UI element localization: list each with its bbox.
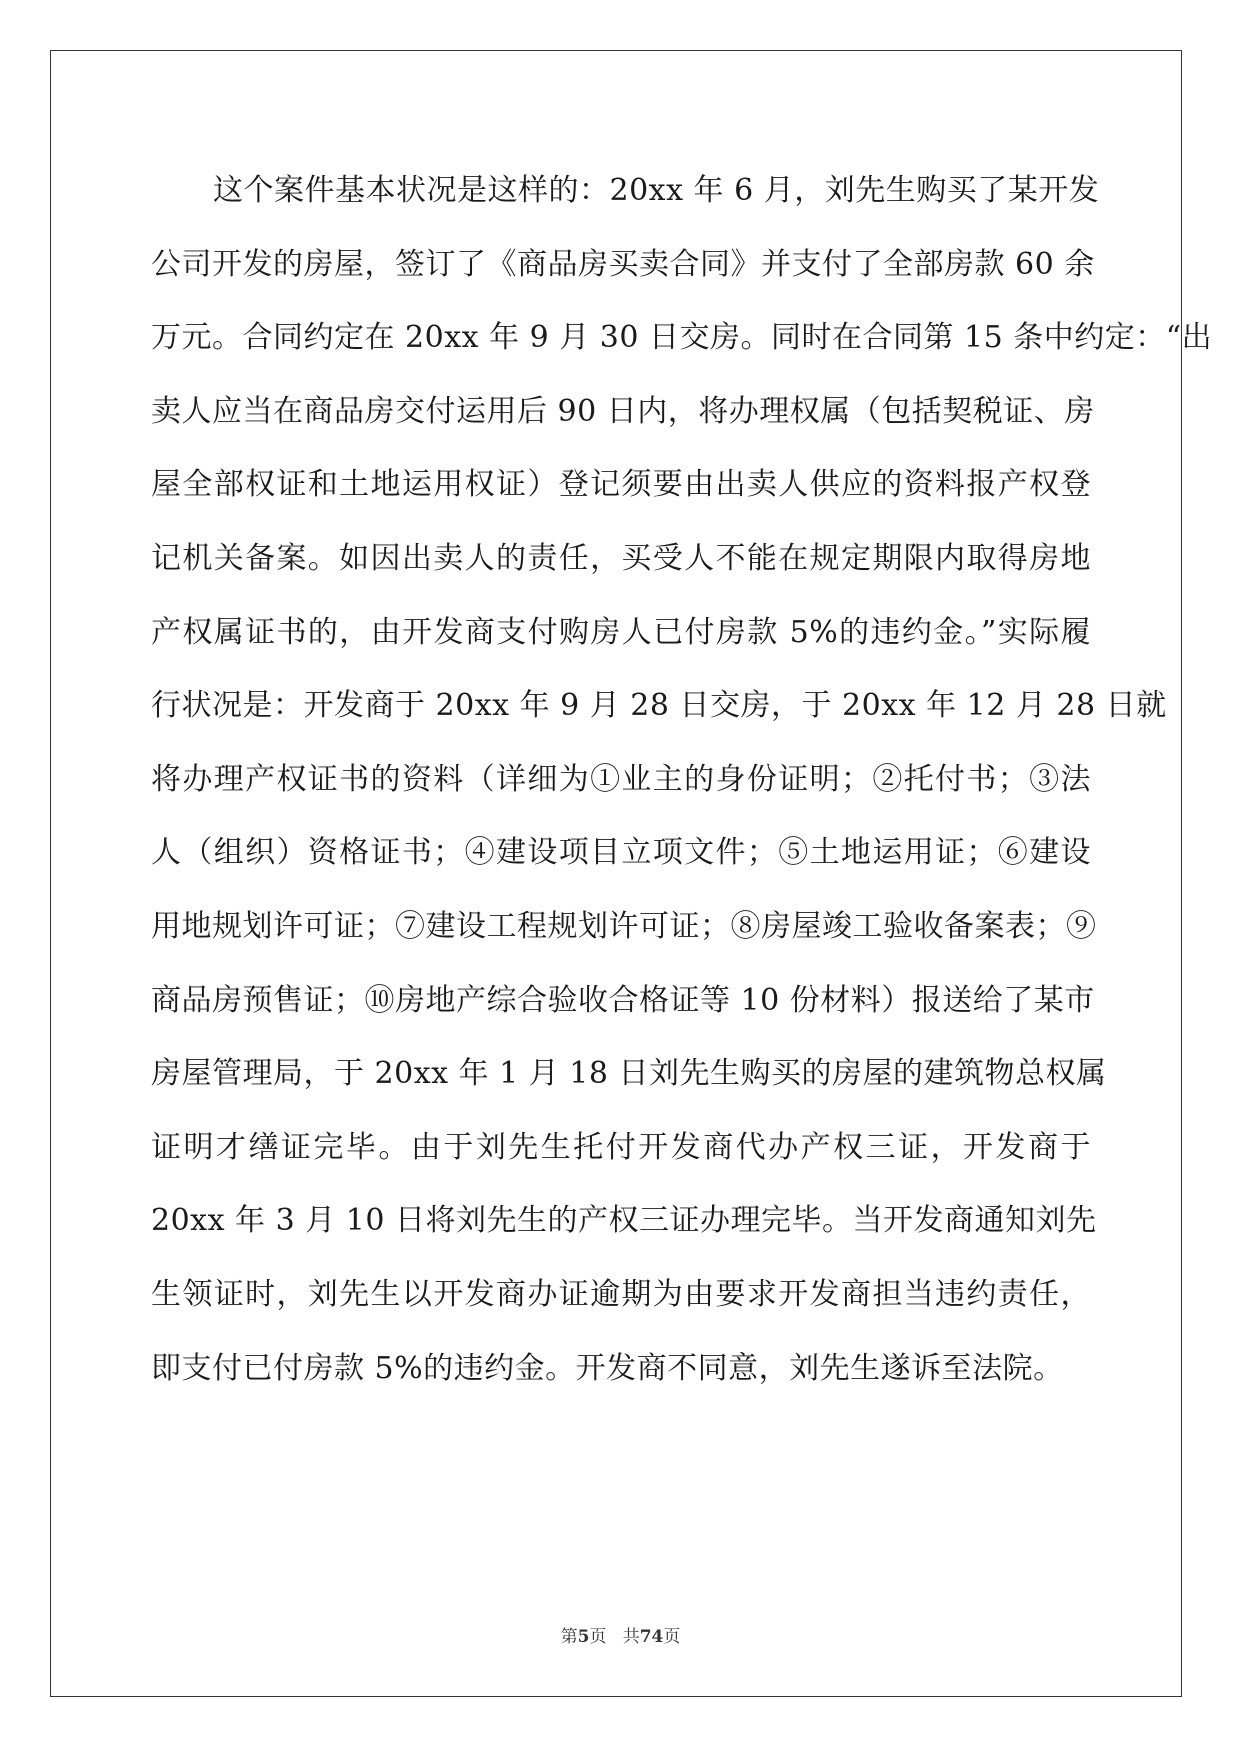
text-line: 屋全部权证和土地运用权证）登记须要由出卖人供应的资料报产权登 bbox=[151, 467, 1091, 503]
current-page-number: 5 bbox=[577, 1627, 590, 1647]
text-line: 这个案件基本状况是这样的：20xx 年 6 月，刘先生购买了某开发 bbox=[213, 173, 1100, 208]
text-line: 产权属证书的，由开发商支付购房人已付房款 5%的违约金。”实际履 bbox=[151, 614, 1091, 650]
text-line: 卖人应当在商品房交付运用后 90 日内，将办理权属（包括契税证、房 bbox=[151, 393, 1095, 429]
text-line: 将办理产权证书的资料（详细为①业主的身份证明；②托付书；③法 bbox=[151, 761, 1091, 797]
page-suffix: 页 bbox=[589, 1627, 607, 1647]
text-line: 房屋管理局，于 20xx 年 1 月 18 日刘先生购买的房屋的建筑物总权属 bbox=[151, 1056, 1107, 1092]
page-prefix: 第 bbox=[560, 1627, 578, 1647]
text-line: 商品房预售证；⑩房地产综合验收合格证等 10 份材料）报送给了某市 bbox=[151, 982, 1095, 1018]
total-suffix: 页 bbox=[663, 1627, 681, 1647]
text-line: 公司开发的房屋，签订了《商品房买卖合同》并支付了全部房款 60 余 bbox=[151, 246, 1095, 282]
text-line: 记机关备案。如因出卖人的责任，买受人不能在规定期限内取得房地 bbox=[151, 540, 1091, 576]
text-line: 用地规划许可证；⑦建设工程规划许可证；⑧房屋竣工验收备案表；⑨ bbox=[151, 908, 1097, 944]
body-paragraph bbox=[151, 154, 1213, 1405]
total-prefix: 共 bbox=[622, 1627, 640, 1647]
text-line: 即支付已付房款 5%的违约金。开发商不同意，刘先生遂诉至法院。 bbox=[151, 1350, 1064, 1386]
text-line: 证明才缮证完毕。由于刘先生托付开发商代办产权三证，开发商于 bbox=[151, 1129, 1091, 1165]
page-footer bbox=[0, 1622, 1241, 1647]
text-line: 生领证时，刘先生以开发商办证逾期为由要求开发商担当违约责任， bbox=[151, 1276, 1091, 1312]
text-line: 万元。合同约定在 20xx 年 9 月 30 日交房。同时在合同第 15 条中约定：“出 bbox=[151, 320, 1213, 356]
text-line: 20xx 年 3 月 10 日将刘先生的产权三证办理完毕。当开发商通知刘先 bbox=[151, 1203, 1097, 1239]
text-line: 行状况是：开发商于 20xx 年 9 月 28 日交房，于 20xx 年 12 月 28 日就 bbox=[151, 688, 1167, 724]
total-page-count: 74 bbox=[639, 1627, 664, 1647]
text-line: 人（组织）资格证书；④建设项目立项文件；⑤土地运用证；⑥建设 bbox=[151, 835, 1091, 871]
